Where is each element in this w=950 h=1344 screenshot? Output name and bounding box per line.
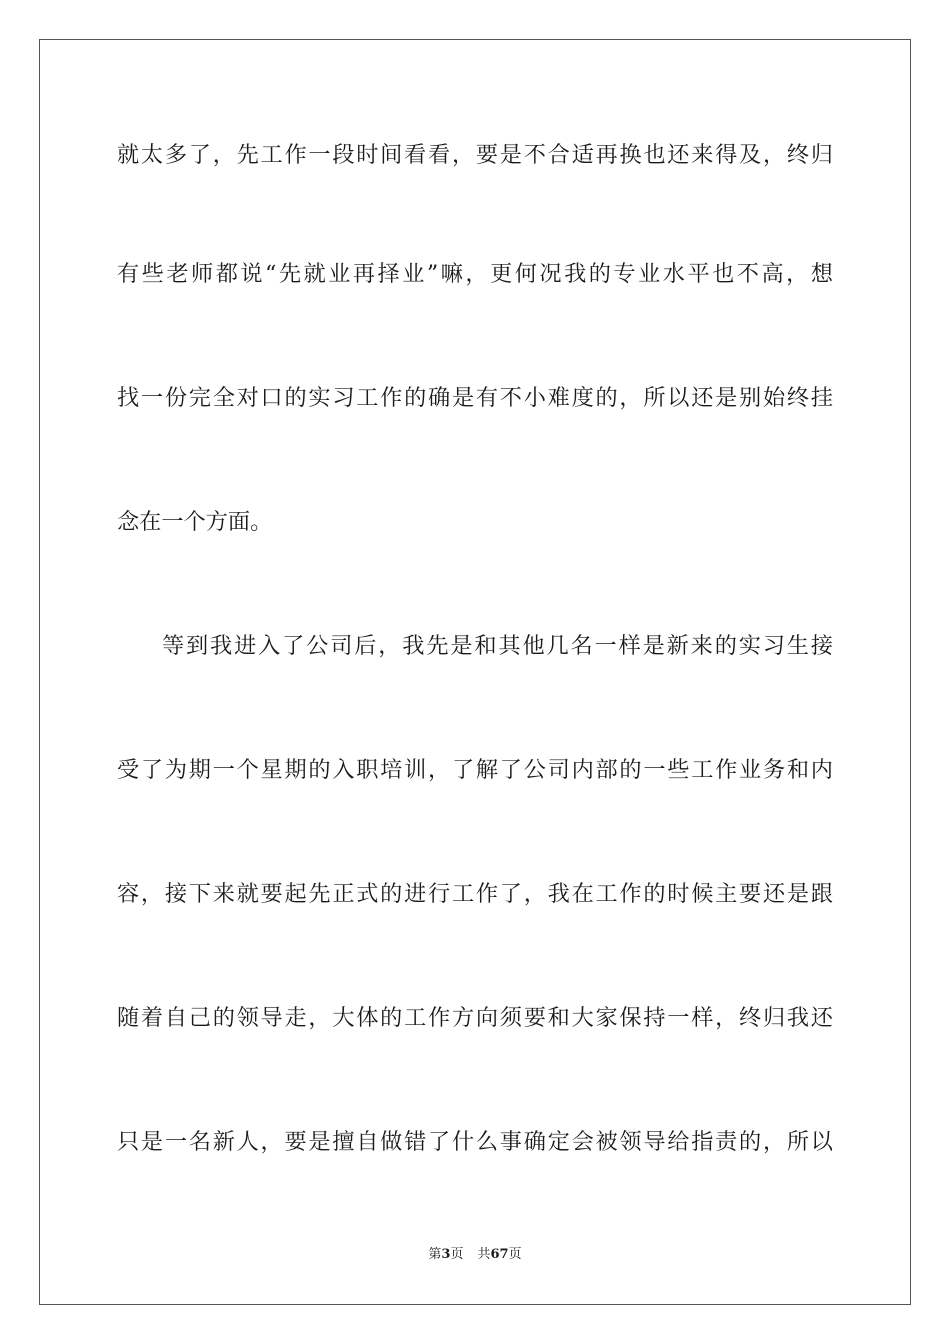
page-prefix: 第 xyxy=(428,1247,442,1262)
total-prefix: 共 xyxy=(477,1247,491,1262)
text-line-8: 随着自己的领导走，大体的工作方向须要和大家保持一样，终归我还 xyxy=(117,1005,833,1031)
text-line-3: 找一份完全对口的实习工作的确是有不小难度的，所以还是别始终挂 xyxy=(117,385,833,411)
text-line-9: 只是一名新人，要是擅自做错了什么事确定会被领导给指责的，所以 xyxy=(117,1129,833,1155)
page-number: 3 xyxy=(441,1247,451,1262)
page-border xyxy=(39,39,911,1305)
page-suffix: 页 xyxy=(450,1247,464,1262)
page-footer xyxy=(0,1246,950,1264)
total-suffix: 页 xyxy=(508,1247,522,1262)
text-line-5: 等到我进入了公司后，我先是和其他几名一样是新来的实习生接 xyxy=(162,633,833,659)
total-pages: 67 xyxy=(490,1247,509,1262)
text-line-2: 有些老师都说“先就业再择业”嘛，更何况我的专业水平也不高，想 xyxy=(117,261,833,287)
text-line-7: 容，接下来就要起先正式的进行工作了，我在工作的时候主要还是跟 xyxy=(117,881,833,907)
text-line-4: 念在一个方面。 xyxy=(117,509,273,535)
text-line-1: 就太多了，先工作一段时间看看，要是不合适再换也还来得及，终归 xyxy=(117,142,833,168)
text-line-6: 受了为期一个星期的入职培训，了解了公司内部的一些工作业务和内 xyxy=(117,757,833,783)
